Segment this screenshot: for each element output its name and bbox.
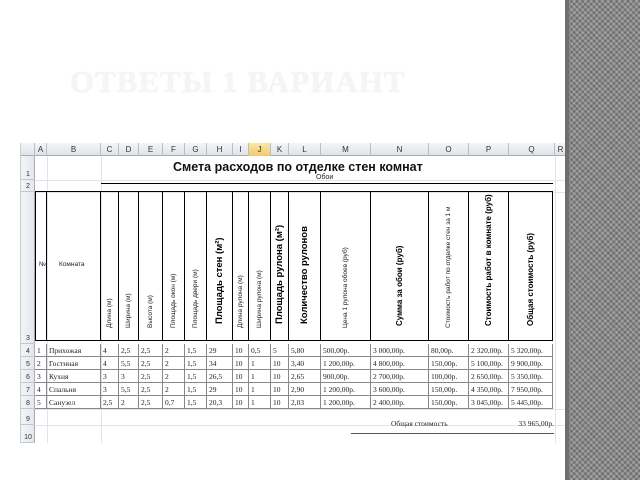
header-width: Ширина (м) (124, 293, 132, 328)
table-row (35, 396, 553, 409)
column-header-r[interactable]: R (557, 145, 564, 154)
table-cell[interactable]: 1 (249, 396, 271, 409)
column-header-b[interactable]: B (47, 143, 101, 156)
header-door-area: Площадь двери (м) (191, 269, 199, 328)
table-cell[interactable]: 10 (233, 396, 249, 409)
total-label: Общая стоимость (391, 419, 448, 428)
table-cell[interactable]: 2,03 (289, 396, 321, 409)
column-header-f[interactable]: F (163, 143, 185, 156)
table-cell[interactable]: Спальня (47, 383, 101, 396)
table-cell[interactable]: 3 (35, 370, 47, 383)
table-cell[interactable]: 2 700,00р. (371, 370, 429, 383)
select-all-corner[interactable] (21, 143, 35, 156)
group-label-oboi: Обои (316, 174, 334, 181)
table-cell[interactable]: 1 200,00р. (321, 383, 371, 396)
table-cell[interactable]: 7 950,00р. (509, 383, 553, 396)
table-cell[interactable]: 150,00р. (429, 383, 469, 396)
header-cell-wall-area[interactable] (207, 191, 233, 341)
table-cell[interactable]: 3 (101, 383, 119, 396)
header-roll-area: Площадь рулона (м²) (273, 224, 285, 324)
header-roll-width: Ширина рулона (м) (255, 270, 263, 328)
header-cell-roll-width[interactable] (249, 191, 271, 341)
table-cell[interactable]: 3 000,00р. (371, 344, 429, 357)
table-cell[interactable]: 2,90 (289, 383, 321, 396)
column-header-k[interactable]: K (271, 143, 289, 156)
row-header-3[interactable]: 3 (21, 192, 35, 344)
table-cell[interactable]: 1,5 (185, 344, 207, 357)
row-header-10[interactable]: 10 (21, 425, 35, 443)
table-cell[interactable]: 10 (271, 383, 289, 396)
column-header-l[interactable]: L (289, 143, 321, 156)
column-header-j[interactable]: J (249, 143, 271, 156)
table-cell[interactable]: 3,40 (289, 357, 321, 370)
table-row (35, 344, 553, 357)
table-cell[interactable]: 1 200,00р. (321, 357, 371, 370)
header-height: Высота (м) (146, 295, 154, 328)
table-cell[interactable]: 4 (101, 357, 119, 370)
column-header-q[interactable]: Q (509, 143, 555, 156)
table-cell[interactable]: 2 320,00р. (469, 344, 509, 357)
table-cell[interactable]: 2,65 (289, 370, 321, 383)
column-header-a[interactable]: A (35, 143, 47, 156)
table-cell[interactable]: 5,5 (119, 383, 139, 396)
table-cell[interactable]: Прихожая (47, 344, 101, 357)
table-cell[interactable]: 3 600,00р. (371, 383, 429, 396)
header-cell-door-area[interactable] (185, 191, 207, 341)
group-underline (101, 183, 553, 184)
column-header-d[interactable]: D (119, 143, 139, 156)
decorative-side-strip (565, 0, 640, 480)
table-cell[interactable]: 2 650,00р. (469, 370, 509, 383)
table-cell[interactable]: 10 (233, 370, 249, 383)
table-cell[interactable]: 4 (35, 383, 47, 396)
table-cell[interactable]: 2,5 (139, 370, 163, 383)
table-cell[interactable]: 4 350,00р. (469, 383, 509, 396)
table-cell[interactable]: 5,80 (289, 344, 321, 357)
header-wall-area: Площадь стен (м²) (213, 237, 225, 324)
column-header-h[interactable]: H (207, 143, 233, 156)
table-cell[interactable]: 5 (271, 344, 289, 357)
table-cell[interactable]: 10 (271, 357, 289, 370)
header-cell-width[interactable] (119, 191, 139, 341)
table-cell[interactable]: 2,5 (139, 396, 163, 409)
column-header-g[interactable]: G (185, 143, 207, 156)
table-cell[interactable]: 3 (119, 370, 139, 383)
table-cell[interactable]: 10 (233, 383, 249, 396)
table-cell[interactable]: 1 (249, 357, 271, 370)
header-cell-work-cost[interactable] (429, 191, 469, 341)
header-room-work: Стоимость работ в комнате (руб) (483, 194, 493, 326)
table-cell[interactable]: Гостиная (47, 357, 101, 370)
table-cell[interactable]: 1 (249, 370, 271, 383)
table-cell[interactable]: 3 045,00р. (469, 396, 509, 409)
header-cell-room-work[interactable] (469, 191, 509, 341)
header-oboi-sum: Сумма за обои (руб) (394, 245, 404, 326)
header-cell-roll-price[interactable] (321, 191, 371, 341)
column-header-c[interactable]: C (101, 143, 119, 156)
row-header-1[interactable]: 1 (21, 156, 35, 180)
header-cell-roll-area[interactable] (271, 191, 289, 341)
header-cell-height[interactable] (139, 191, 163, 341)
column-header-o[interactable]: O (429, 143, 469, 156)
table-cell[interactable]: 900,00р. (321, 370, 371, 383)
row-header-7[interactable]: 7 (21, 383, 35, 396)
header-cell-total[interactable] (509, 191, 553, 341)
table-cell[interactable]: 0,5 (249, 344, 271, 357)
row-header-8[interactable]: 8 (21, 396, 35, 409)
table-cell[interactable]: 80,00р. (429, 344, 469, 357)
table-cell[interactable]: 10 (271, 396, 289, 409)
column-header-m[interactable]: M (321, 143, 371, 156)
column-header-bar (21, 143, 565, 156)
table-cell[interactable]: 4 (101, 344, 119, 357)
table-cell[interactable]: 5 320,00р. (509, 344, 553, 357)
header-cell-window-area[interactable] (163, 191, 185, 341)
row-header-2[interactable]: 2 (21, 180, 35, 192)
header-length: Длина (м) (105, 298, 113, 328)
table-cell[interactable]: 5,5 (119, 357, 139, 370)
header-roll-length: Длина рулона (м) (236, 275, 244, 328)
table-cell[interactable]: 26,5 (207, 370, 233, 383)
table-cell[interactable]: 0,7 (163, 396, 185, 409)
table-cell[interactable]: 1 (35, 344, 47, 357)
header-roll-count: Количество рулонов (298, 226, 310, 324)
table-cell[interactable]: 2 400,00р. (371, 396, 429, 409)
column-header-i[interactable]: I (233, 143, 249, 156)
header-work-cost: Стоимость работ по отделке стен за 1 м (444, 206, 452, 328)
table-cell[interactable]: 2 (163, 344, 185, 357)
table-cell[interactable]: 5 445,00р. (509, 396, 553, 409)
table-cell[interactable]: 2 (163, 383, 185, 396)
header-cell-roll-count[interactable] (289, 191, 321, 341)
row-header-9[interactable]: 9 (21, 409, 35, 425)
table-row (35, 383, 553, 396)
table-cell[interactable]: 4 800,00р. (371, 357, 429, 370)
table-cell[interactable]: 1,5 (185, 396, 207, 409)
table-cell[interactable]: 29 (207, 344, 233, 357)
table-cell[interactable]: 1 200,00р. (321, 396, 371, 409)
table-cell[interactable]: 100,00р. (429, 370, 469, 383)
table-cell[interactable]: 3 (101, 370, 119, 383)
table-cell[interactable]: 2,5 (139, 344, 163, 357)
table-cell[interactable]: Кухня (47, 370, 101, 383)
table-cell[interactable]: 20,3 (207, 396, 233, 409)
column-header-p[interactable]: P (469, 143, 509, 156)
header-total: Общая стоимость (руб) (525, 232, 535, 326)
row-header-5[interactable]: 5 (21, 357, 35, 370)
table-cell[interactable]: 2 (163, 370, 185, 383)
table-row (35, 357, 553, 370)
header-window-area: Площадь окон (м) (169, 273, 177, 328)
side-strip-edge (565, 0, 569, 480)
table-row (35, 370, 553, 383)
table-cell[interactable]: 150,00р. (429, 396, 469, 409)
table-cell[interactable]: 9 900,00р. (509, 357, 553, 370)
table-cell[interactable]: 500,00р. (321, 344, 371, 357)
table-cell[interactable]: 2 (163, 357, 185, 370)
header-cell-oboi-sum[interactable] (371, 191, 429, 341)
header-cell-roll-length[interactable] (233, 191, 249, 341)
table-cell[interactable]: 2 (119, 396, 139, 409)
header-room: Комната (59, 261, 85, 268)
total-underline (351, 433, 554, 434)
row-header-4[interactable]: 4 (21, 344, 35, 357)
table-cell[interactable]: 150,00р. (429, 357, 469, 370)
table-cell[interactable]: 2,5 (139, 357, 163, 370)
row-header-6[interactable]: 6 (21, 370, 35, 383)
table-cell[interactable]: Санузел (47, 396, 101, 409)
table-cell[interactable]: 1,5 (185, 383, 207, 396)
table-cell[interactable]: 2 (35, 357, 47, 370)
row-header-bar (21, 156, 35, 443)
table-cell[interactable]: 1,5 (185, 357, 207, 370)
table-cell[interactable]: 1 (249, 383, 271, 396)
table-cell[interactable]: 10 (233, 357, 249, 370)
spreadsheet (20, 143, 565, 443)
header-cell-length[interactable] (101, 191, 119, 341)
table-cell[interactable]: 5 100,00р. (469, 357, 509, 370)
table-cell[interactable]: 2,5 (119, 344, 139, 357)
column-header-e[interactable]: E (139, 143, 163, 156)
table-cell[interactable]: 10 (271, 370, 289, 383)
column-header-n[interactable]: N (371, 143, 429, 156)
header-roll-price: Цена 1 рулона обоев (руб) (341, 247, 349, 328)
table-cell[interactable]: 2,5 (139, 383, 163, 396)
total-value[interactable]: 33 965,00р. (518, 419, 554, 428)
table-cell[interactable]: 1,5 (185, 370, 207, 383)
header-num: № (39, 261, 46, 268)
slide-title: ОТВЕТЫ 1 ВАРИАНТ (70, 64, 406, 99)
table-cell[interactable]: 5 (35, 396, 47, 409)
table-cell[interactable]: 5 350,00р. (509, 370, 553, 383)
table-cell[interactable]: 34 (207, 357, 233, 370)
table-cell[interactable]: 29 (207, 383, 233, 396)
sheet-title: Смета расходов по отделке стен комнат (173, 160, 423, 174)
table-cell[interactable]: 10 (233, 344, 249, 357)
table-cell[interactable]: 2,5 (101, 396, 119, 409)
